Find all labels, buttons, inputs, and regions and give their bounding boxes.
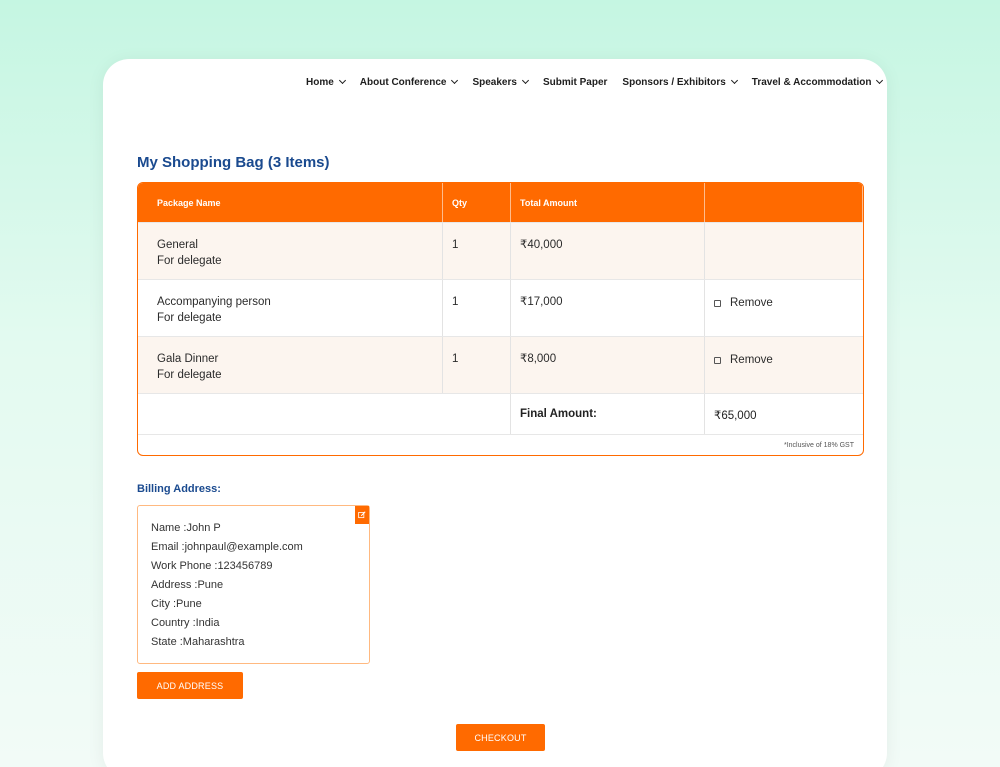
final-amount-value: ₹65,000 — [714, 410, 757, 422]
billing-address: Address :Pune — [151, 579, 224, 591]
main-nav — [306, 75, 882, 89]
nav-sponsors-exhibitors[interactable] — [622, 77, 736, 88]
action-cell — [705, 337, 863, 393]
billing-phone: Work Phone :123456789 — [151, 560, 273, 572]
package-sub: For delegate — [157, 369, 222, 381]
gst-note: *Inclusive of 18% GST — [783, 442, 854, 449]
remove-checkbox[interactable] — [714, 357, 721, 364]
nav-home[interactable] — [306, 77, 345, 88]
qty-cell: 1 — [443, 337, 511, 393]
column-header-qty: Qty — [443, 183, 511, 222]
table-row — [138, 279, 863, 336]
qty-cell: 1 — [443, 280, 511, 336]
amount-cell: ₹40,000 — [511, 223, 705, 279]
action-cell — [705, 280, 863, 336]
package-sub: For delegate — [157, 312, 222, 324]
add-address-button[interactable]: ADD ADDRESS — [137, 672, 243, 699]
nav-label: About Conference — [359, 76, 447, 88]
checkout-button[interactable]: CHECKOUT — [456, 724, 545, 751]
nav-label: Home — [306, 76, 334, 88]
billing-city: City :Pune — [151, 598, 202, 610]
table-header — [138, 183, 863, 222]
package-name: General — [157, 239, 198, 251]
package-cell — [138, 337, 443, 393]
nav-travel-accommodation[interactable] — [752, 77, 883, 88]
column-header-amount: Total Amount — [511, 183, 705, 222]
nav-label: Travel & Accommodation — [751, 76, 872, 88]
nav-label: Speakers — [472, 76, 517, 88]
table-row — [138, 222, 863, 279]
billing-country: Country :India — [151, 617, 220, 629]
remove-button[interactable] — [714, 351, 863, 368]
edit-icon — [358, 511, 366, 519]
column-header-package: Package Name — [138, 183, 443, 222]
chevron-down-icon — [522, 77, 529, 84]
nav-speakers[interactable] — [472, 77, 527, 88]
remove-label: Remove — [730, 297, 773, 309]
billing-state: State :Maharashtra — [151, 636, 245, 648]
package-sub: For delegate — [157, 255, 222, 267]
package-name: Gala Dinner — [157, 353, 219, 365]
page-title: My Shopping Bag (3 Items) — [137, 154, 330, 171]
package-cell — [138, 223, 443, 279]
amount-cell: ₹17,000 — [511, 280, 705, 336]
nav-label: Sponsors / Exhibitors — [622, 76, 726, 88]
amount-cell: ₹8,000 — [511, 337, 705, 393]
final-amount-row — [138, 393, 863, 435]
final-amount-label: Final Amount: — [511, 394, 705, 434]
remove-label: Remove — [730, 354, 773, 366]
chevron-down-icon — [876, 77, 883, 84]
package-cell — [138, 280, 443, 336]
qty-cell: 1 — [443, 223, 511, 279]
edit-address-button[interactable] — [355, 506, 369, 524]
chevron-down-icon — [731, 77, 738, 84]
nav-submit-paper[interactable] — [543, 77, 607, 88]
column-header-actions — [705, 183, 863, 222]
billing-email: Email :johnpaul@example.com — [151, 541, 303, 553]
billing-title: Billing Address: — [137, 483, 221, 495]
empty-cell — [138, 394, 511, 434]
action-cell — [705, 223, 863, 279]
shopping-bag-table — [137, 182, 864, 456]
chevron-down-icon — [339, 77, 346, 84]
remove-button[interactable] — [714, 294, 863, 311]
package-name: Accompanying person — [157, 296, 271, 308]
billing-name: Name :John P — [151, 522, 221, 534]
billing-address-card — [137, 505, 370, 664]
table-row — [138, 336, 863, 393]
chevron-down-icon — [451, 77, 458, 84]
nav-label: Submit Paper — [542, 76, 608, 88]
nav-about-conference[interactable] — [360, 77, 458, 88]
remove-checkbox[interactable] — [714, 300, 721, 307]
